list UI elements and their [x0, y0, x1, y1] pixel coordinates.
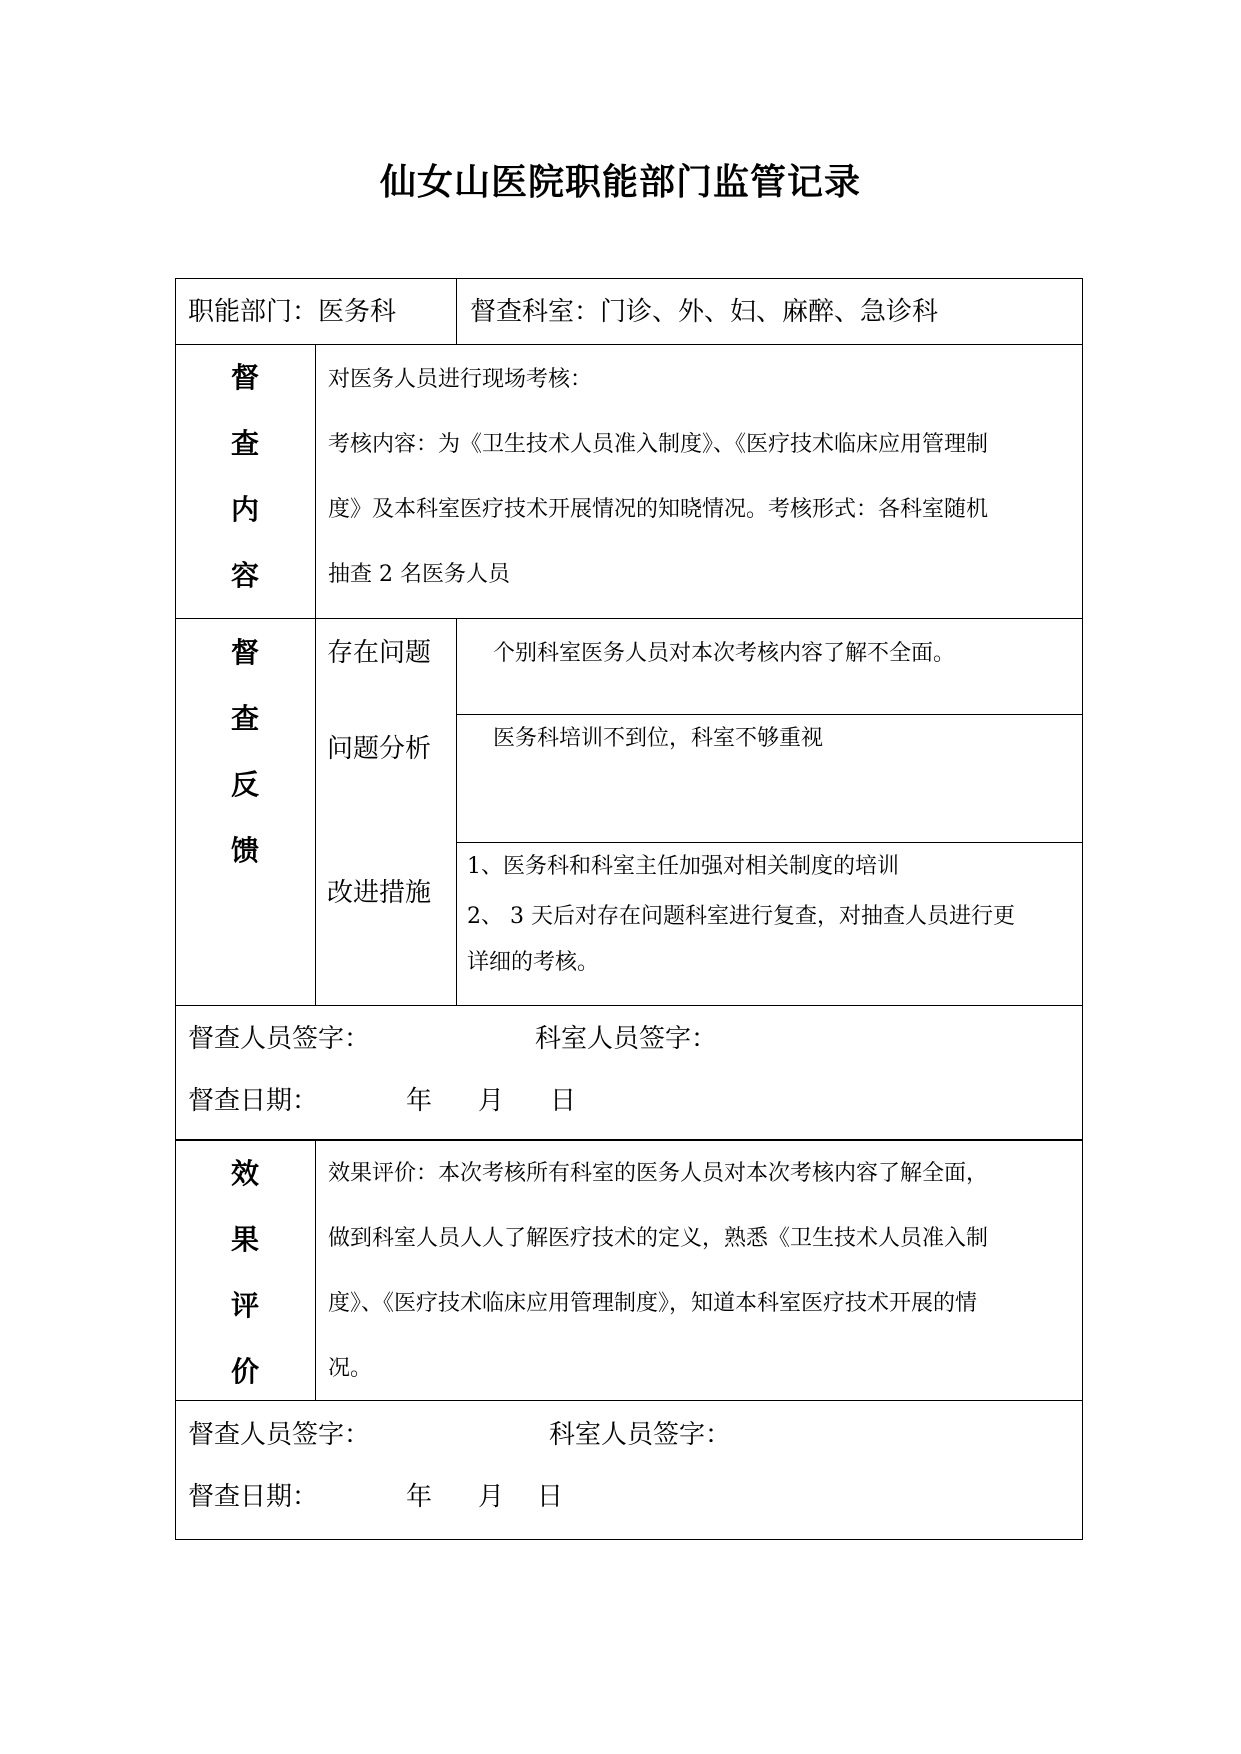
- problem-text: 个别科室医务人员对本次考核内容了解不全面。: [493, 641, 956, 666]
- inspector-signature-label: 督查人员签字：: [188, 1420, 371, 1450]
- effect-evaluation-text: [328, 1141, 1073, 1401]
- divider: [456, 714, 1083, 715]
- date-month: 月: [478, 1086, 505, 1116]
- inspection-date-label: 督查日期：: [188, 1482, 319, 1512]
- inspection-date-label: 督查日期：: [188, 1086, 319, 1116]
- label-char: 价: [230, 1355, 259, 1388]
- feedback-section-label: [175, 620, 315, 884]
- label-char: 效: [230, 1157, 259, 1190]
- label-char: 反: [230, 768, 259, 801]
- content-line: 度》及本科室医疗技术开展情况的知晓情况。考核形式：各科室随机: [328, 497, 989, 522]
- analysis-label: 问题分析: [327, 734, 432, 764]
- divider: [456, 842, 1083, 843]
- date-day: 日: [537, 1482, 564, 1512]
- content-line: 对医务人员进行现场考核：: [328, 367, 593, 392]
- date-month: 月: [478, 1482, 505, 1512]
- effect-line: 做到科室人员人人了解医疗技术的定义，熟悉《卫生技术人员准入制: [328, 1226, 989, 1251]
- date-year: 年: [406, 1482, 433, 1512]
- dept-staff-signature-label: 科室人员签字：: [535, 1024, 718, 1054]
- measures-label: 改进措施: [327, 878, 432, 908]
- label-char: 果: [230, 1223, 259, 1256]
- divider: [456, 618, 457, 1005]
- analysis-text: 医务科培训不到位，科室不够重视: [493, 726, 824, 751]
- measures-line: 2、 3 天后对存在问题科室进行复查，对抽查人员进行更: [467, 904, 1015, 929]
- label-char: 督: [230, 636, 259, 669]
- effect-line: 效果评价：本次考核所有科室的医务人员对本次考核内容了解全面，: [328, 1161, 989, 1186]
- effect-line: 况。: [328, 1356, 373, 1381]
- inspector-signature-label: 督查人员签字：: [188, 1024, 371, 1054]
- label-char: 馈: [230, 834, 259, 867]
- label-char: 评: [230, 1289, 259, 1322]
- divider: [175, 618, 1083, 619]
- inspection-content-text: [328, 347, 1073, 607]
- divider: [315, 344, 316, 1005]
- label-char: 督: [230, 361, 259, 394]
- label-char: 容: [230, 559, 259, 592]
- problem-label: 存在问题: [327, 638, 432, 668]
- content-line: 抽查 2 名医务人员: [328, 562, 510, 587]
- effect-section-label: [175, 1141, 315, 1405]
- label-char: 内: [230, 493, 259, 526]
- dept-staff-signature-label: 科室人员签字：: [549, 1420, 732, 1450]
- inspected-departments-label: 督查科室：门诊、外、妇、麻醉、急诊科: [470, 297, 939, 327]
- label-char: 查: [230, 702, 259, 735]
- divider: [175, 1005, 1083, 1006]
- effect-line: 度》、《医疗技术临床应用管理制度》，知道本科室医疗技术开展的情: [328, 1291, 978, 1316]
- measures-line: 1、医务科和科室主任加强对相关制度的培训: [467, 854, 899, 879]
- date-year: 年: [406, 1086, 433, 1116]
- content-section-label: [175, 345, 315, 609]
- page-title: 仙女山医院职能部门监管记录: [379, 161, 861, 203]
- divider: [315, 1139, 316, 1400]
- measures-line: 详细的考核。: [467, 950, 600, 975]
- content-line: 考核内容：为《卫生技术人员准入制度》、《医疗技术临床应用管理制: [328, 432, 989, 457]
- date-day: 日: [550, 1086, 577, 1116]
- label-char: 查: [230, 427, 259, 460]
- department-label: 职能部门：医务科: [188, 297, 397, 327]
- divider: [456, 278, 457, 344]
